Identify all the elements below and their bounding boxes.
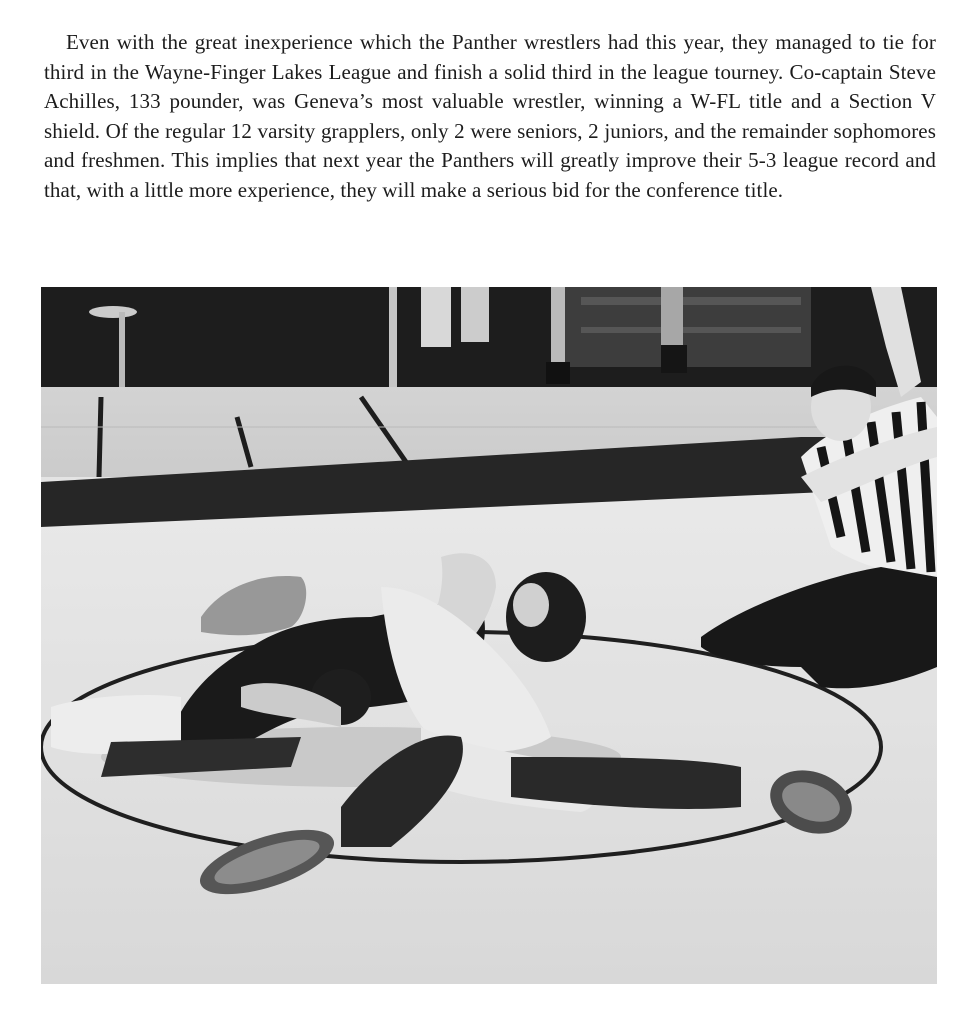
wrestling-photo [41,287,937,984]
article-paragraph: Even with the great inexperience which the Panther wrestlers had this year, they managed to tie for third in the Wayne-Finger Lakes League and finish a solid third in the league tourney. Co-captain Steve Achilles, 133 pounder, was Geneva’s most valuable wrestler, winning a W-FL title and a Section V shield. Of the regular 12 varsity grapplers, only 2 were seniors, 2 juniors, and the remainder sophomores and freshmen. This implies that next year the Panthers will greatly improve their 5-3 league record and that, with a little more experience, they will make a serious bid for the conference title. [44,30,936,202]
wrestling-photo-illustration [41,287,937,984]
